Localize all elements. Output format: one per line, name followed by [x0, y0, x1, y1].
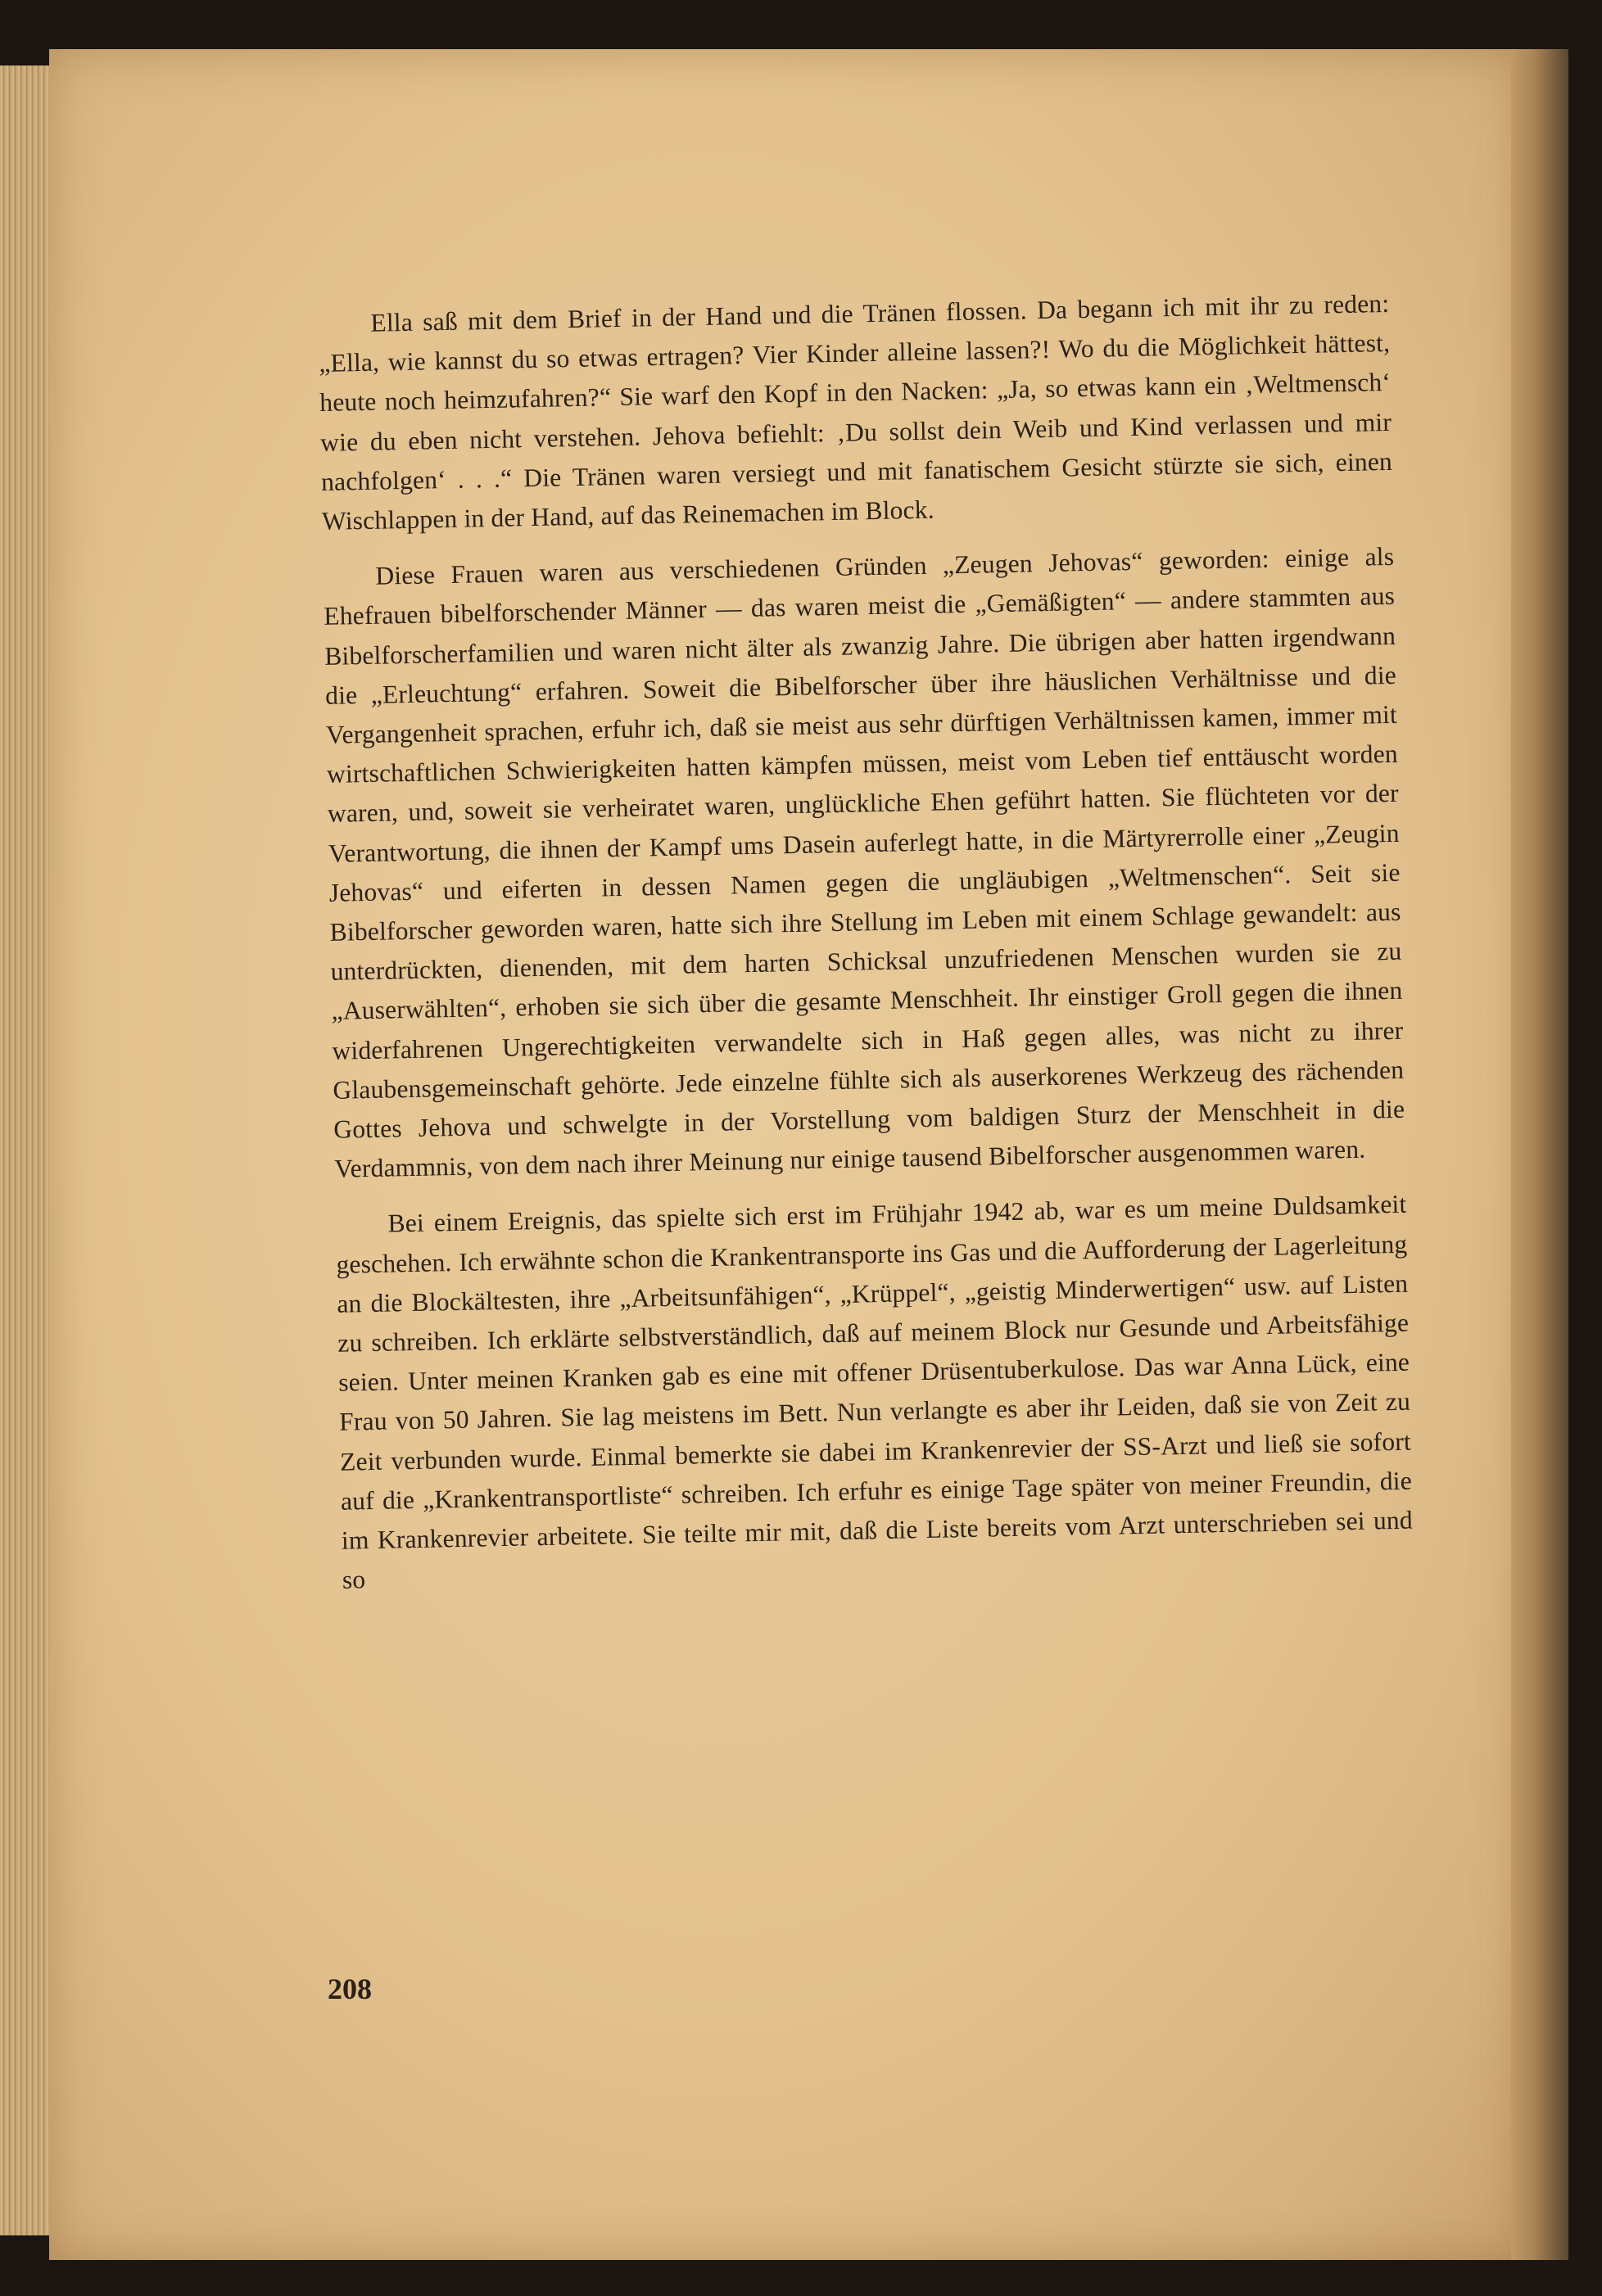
paragraph-2: Diese Frauen waren aus verschiedenen Gründen „Zeugen Jehovas“ geworden: einige als Ehefrauen bibelforschender Männer — das waren meist die „Gemäßigten“ — andere stammten aus Bibelforscherfamilien und waren nicht älter als zwanzig Jahre. Die übrigen aber hatten irgendwann die „Erleuchtung“ erfahren. Soweit die Bibelforscher über ihre häuslichen Verhältnisse und die Vergangenheit sprachen, erfuhr ich, daß sie meist aus sehr dürftigen Verhältnissen kamen, immer mit wirtschaftlichen Schwierigkeiten hatten kämpfen müssen, meist vom Leben tief enttäuscht worden waren, und, soweit sie verheiratet waren, unglückliche Ehen geführt hatten. Sie flüchteten vor der Verantwortung, die ihnen der Kampf ums Dasein auferlegt hatte, in die Märtyrerrolle einer „Zeugin Jehovas“ und eiferten in dessen Namen gegen die ungläubigen „Weltmenschen“. Seit sie Bibelforscher geworden waren, hatte sich ihre Stellung im Leben mit einem Schlage gewandelt: aus unterdrückten, dienenden, mit dem harten Schicksal unzufriedenen Menschen wurden sie zu „Auserwählten“, erhoben sie sich über die gesamte Menschheit. Ihr einstiger Groll gegen die ihnen widerfahrenen Ungerechtigkeiten verwandelte sich in Haß gegen alles, was nicht zu ihrer Glaubensgemeinschaft gehörte. Jede einzelne fühlte sich als auserkorenes Werkzeug des rächenden Gottes Jehova und schwelgte in der Vorstellung vom baldigen Sturz der Menschheit in die Verdammnis, von dem nach ihrer Meinung nur einige tausend Bibelforscher ausgenommen waren.: [323, 542, 1405, 1184]
page-gutter-shadow: [1511, 49, 1568, 2260]
paragraph-3: Bei einem Ereignis, das spielte sich erst im Frühjahr 1942 ab, war es um meine Duldsamkeit geschehen. Ich erwähnte schon die Krankentransporte ins Gas und die Aufforderung der Lagerleitung an die Blockältesten, ihre „Arbeitsunfähigen“, „Krüppel“, „geistig Minderwertigen“ usw. auf Listen zu schreiben. Ich erklärte selbstverständlich, daß auf meinem Block nur Gesunde und Arbeitsfähige seien. Unter meinen Kranken gab es eine mit offener Drüsentuberkulose. Das war Anna Lück, eine Frau von 50 Jahren. Sie lag meistens im Bett. Nun verlangte es aber ihr Leiden, daß sie von Zeit zu Zeit verbunden wurde. Einmal bemerkte sie dabei im Krankenrevier der SS-Arzt und ließ sie sofort auf die „Krankentransportliste“ schreiben. Ich erfuhr es einige Tage später von meiner Freundin, die im Krankenrevier arbeitete. Sie teilte mir mit, daß die Liste bereits vom Arzt unterschrieben sei und so: [336, 1190, 1414, 1595]
page-number: 208: [328, 1973, 372, 2005]
body-text: [318, 284, 1414, 1616]
paragraph-1: Ella saß mit dem Brief in der Hand und die Tränen flossen. Da begann ich mit ihr zu reden: „Ella, wie kannst du so etwas ertragen? Vier Kinder alleine lassen?! Wo du die Möglichkeit hättest, heute noch heimzufahren?“ Sie warf den Kopf in den Nacken: „Ja, so etwas kann ein ‚Weltmensch‘ wie du eben nicht verstehen. Jehova befiehlt: ‚Du sollst dein Weib und Kind verlassen und mir nachfolgen‘ . . .“ Die Tränen waren versiegt und mit fanatischem Gesicht stürzte sie sich, einen Wischlappen in der Hand, auf das Reinemachen im Block.: [319, 288, 1393, 536]
